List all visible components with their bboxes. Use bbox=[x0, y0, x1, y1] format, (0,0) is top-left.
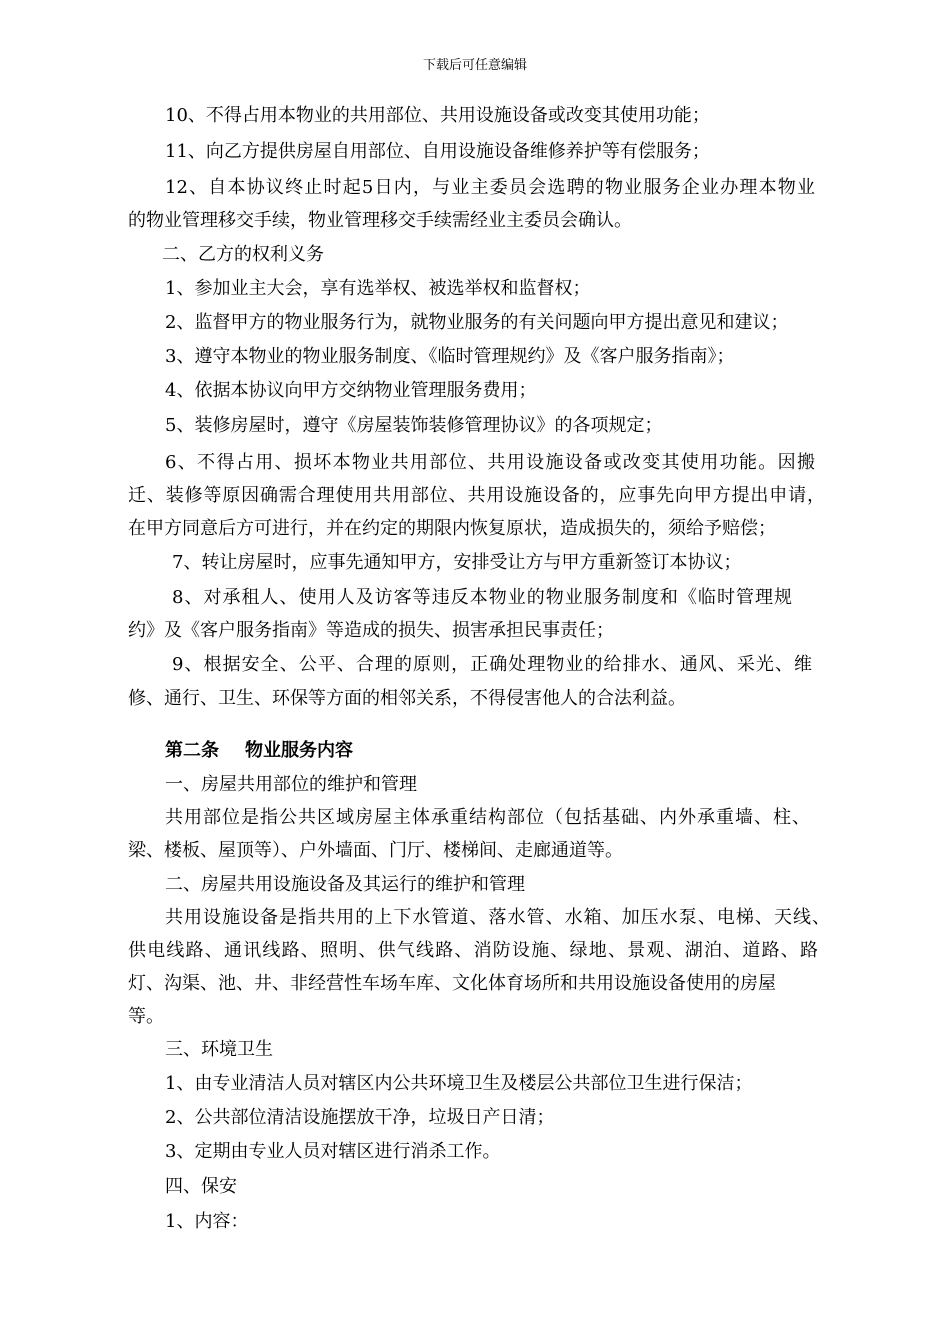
paragraph-line: 10、不得占用本物业的共用部位、共用设施设备或改变其使用功能； bbox=[165, 105, 710, 126]
paragraph-line: 9、根据安全、公平、合理的原则，正确处理物业的给排水、通风、采光、维 bbox=[172, 654, 812, 675]
paragraph-line: 6、不得占用、损坏本物业共用部位、共用设施设备或改变其使用功能。因搬 bbox=[165, 452, 815, 473]
paragraph-line: 3、遵守本物业的物业服务制度、《临时管理规约》及《客户服务指南》； bbox=[165, 346, 735, 367]
paragraph-line: 等。 bbox=[128, 1006, 164, 1027]
paragraph-line: 12、自本协议终止时起5日内，与业主委员会选聘的物业服务企业办理本物业 bbox=[165, 177, 815, 198]
sub-heading: 一、房屋共用部位的维护和管理 bbox=[165, 774, 417, 795]
paragraph-line: 梁、楼板、屋顶等）、户外墙面、门厅、楼梯间、走廊通道等。 bbox=[128, 840, 623, 861]
paragraph-line: 修、通行、卫生、环保等方面的相邻关系，不得侵害他人的合法利益。 bbox=[128, 688, 686, 709]
paragraph-line: 1、参加业主大会，享有选举权、被选举权和监督权； bbox=[165, 278, 591, 299]
paragraph-line: 2、监督甲方的物业服务行为，就物业服务的有关问题向甲方提出意见和建议； bbox=[165, 312, 789, 333]
paragraph-line: 2、公共部位清洁设施摆放干净，垃圾日产日清； bbox=[165, 1107, 555, 1128]
paragraph-line: 1、内容： bbox=[165, 1211, 249, 1232]
paragraph-line: 11、向乙方提供房屋自用部位、自用设施设备维修养护等有偿服务； bbox=[165, 141, 710, 162]
paragraph-line: 5、装修房屋时，遵守《房屋装饰装修管理协议》的各项规定； bbox=[165, 415, 663, 436]
sub-heading: 二、房屋共用设施设备及其运行的维护和管理 bbox=[165, 874, 525, 895]
paragraph-line: 灯、沟渠、池、井、非经营性车场车库、文化体育场所和共用设施设备使用的房屋 bbox=[128, 973, 776, 994]
paragraph-line: 共用设施设备是指共用的上下水管道、落水管、水箱、加压水泵、电梯、天线、 bbox=[165, 907, 830, 928]
paragraph-line: 1、由专业清洁人员对辖区内公共环境卫生及楼层公共部位卫生进行保洁； bbox=[165, 1073, 753, 1094]
section-heading bbox=[165, 739, 353, 763]
paragraph-line: 在甲方同意后方可进行，并在约定的期限内恢复原状，造成损失的，须给予赔偿； bbox=[128, 518, 776, 539]
page-header: 下载后可任意编辑 bbox=[422, 58, 527, 73]
paragraph-line: 8、对承租人、使用人及访客等违反本物业的物业服务制度和《临时管理规 bbox=[172, 587, 792, 608]
section-title: 物业服务内容 bbox=[245, 740, 353, 761]
sub-heading: 二、乙方的权利义务 bbox=[162, 244, 324, 265]
sub-heading: 三、环境卫生 bbox=[165, 1039, 273, 1060]
paragraph-line: 的物业管理移交手续，物业管理移交手续需经业主委员会确认。 bbox=[128, 210, 632, 231]
paragraph-line: 共用部位是指公共区域房屋主体承重结构部位（包括基础、内外承重墙、柱、 bbox=[165, 807, 810, 828]
sub-heading: 四、保安 bbox=[165, 1176, 237, 1197]
paragraph-line: 4、依据本协议向甲方交纳物业管理服务费用； bbox=[165, 380, 537, 401]
paragraph-line: 约》及《客户服务指南》等造成的损失、损害承担民事责任； bbox=[128, 620, 614, 641]
paragraph-line: 7、转让房屋时，应事先通知甲方，安排受让方与甲方重新签订本协议； bbox=[172, 552, 742, 573]
paragraph-line: 3、定期由专业人员对辖区进行消杀工作。 bbox=[165, 1141, 501, 1162]
section-number: 第二条 bbox=[165, 740, 219, 761]
paragraph-line: 迁、装修等原因确需合理使用共用部位、共用设施设备的，应事先向甲方提出申请， bbox=[128, 485, 825, 506]
paragraph-line: 供电线路、通讯线路、照明、供气线路、消防设施、绿地、景观、湖泊、道路、路 bbox=[128, 940, 818, 961]
